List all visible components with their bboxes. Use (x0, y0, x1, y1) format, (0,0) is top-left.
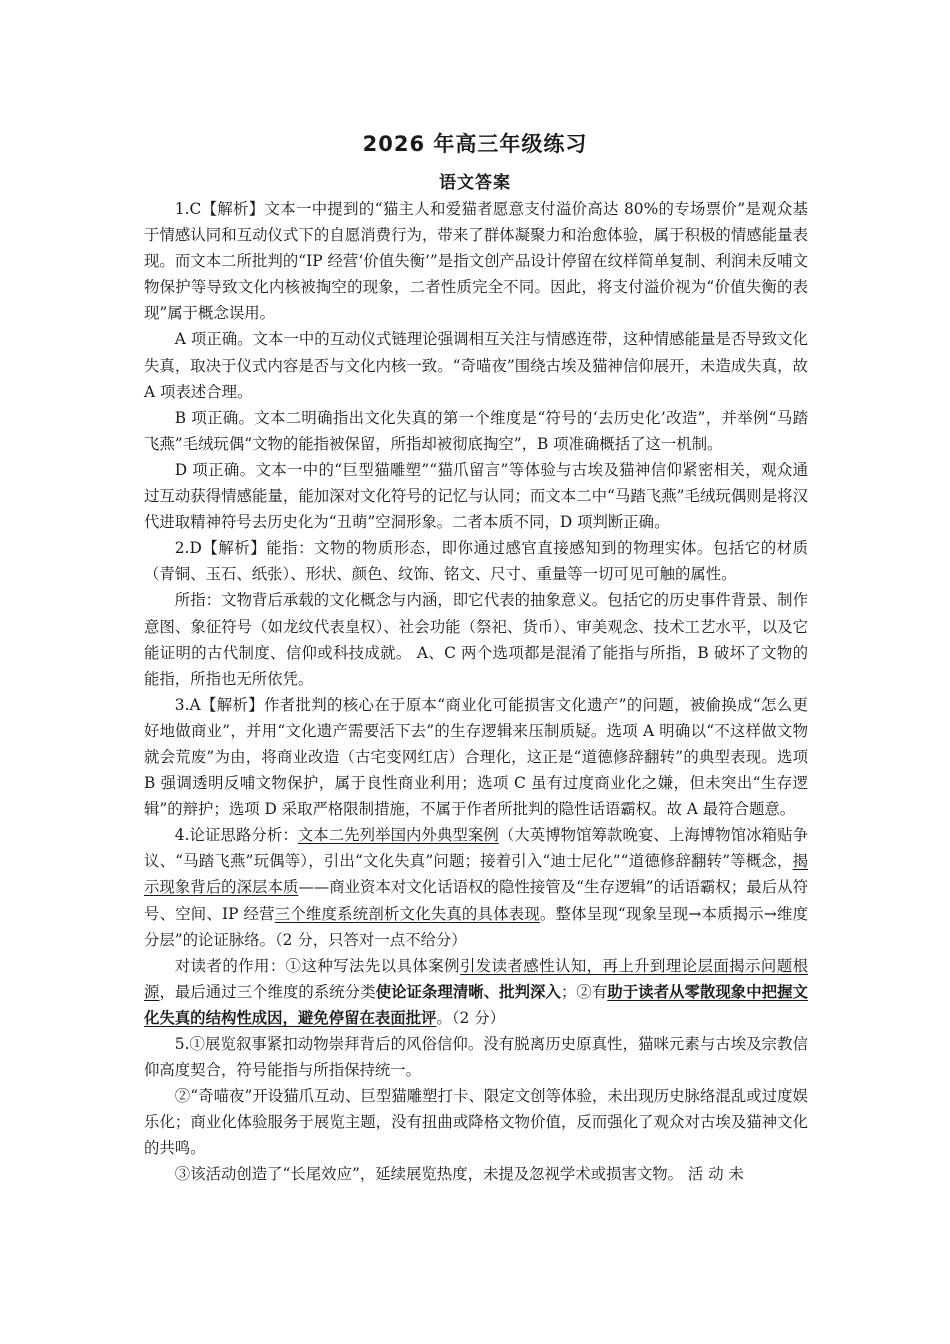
q4-effect-text-3: 。（2 分） (436, 1008, 505, 1027)
q4-text-3: 。整体呈现“现象呈现→本质揭示→维度分层”的论证脉络。（2 分，只答对一点不给分） (144, 904, 808, 949)
q4-key-point-2: 揭示现象背后的深层本质 (144, 852, 808, 897)
q3-analysis: 3.A【解析】作者批判的核心在于原本“商业化可能损害文化遗产”的问题，被偷换成“怎么更好地做商业”，并用“文化遗产需要活下去”的生存逻辑来压制质疑。选项 A 明确以“不这样做文物就会荒废”为由，将商业改造（古宅变网红店）合理化，这正是“道德修辞翻转”的典型表现。选项 B 强调透明反哺文物保护，属于良性商业利用；选项 C 虽有过度商业化之嫌，但未突出“生存逻辑”的辩护；选项 D 采取严格限制措施，不属于作者所批判的隐性话语霸权。故 A 最符合题意。 (144, 695, 808, 819)
q5-point-1: 5.①展览叙事紧扣动物崇拜背后的风俗信仰。没有脱离历史原真性，猫咪元素与古埃及宗教信仰高度契合，符号能指与所指保持统一。 (144, 1035, 808, 1080)
page-title: 2026 年高三年级练习 (362, 132, 588, 156)
q4-effect-text-1: ，最后通过三个维度的系统分类 (159, 982, 376, 1001)
q2-signified: 所指：文物背后承载的文化概念与内涵，即它代表的抽象意义。包括它的历史事件背景、制作意图、象征符号（如龙纹代表皇权）、社会功能（祭祀、货币）、审美观念、技术工艺水平，以及它能证明的古代制度、信仰或科技成就。 A、C 两个选项都是混淆了能指与所指，B 破坏了文物的能指，所指也无所依凭。 (144, 591, 808, 688)
q4-text-2: ——商业资本对文化话语权的隐性接管及“生存逻辑”的话语霸权；最后从符号、空间、IP 经营 (144, 878, 808, 923)
q4-argument-analysis (144, 822, 808, 952)
q5-point-3: ③该活动创造了“长尾效应”，延续展览热度，未提及忽视学术或损害文物。 活 动 未 (174, 1165, 744, 1184)
q1-option-b: B 项正确。文本二明确指出文化失真的第一个维度是“符号的‘去历史化’改造”，并举例“马踏飞燕”毛绒玩偶“文物的能指被保留，所指却被彻底掏空”，B 项准确概括了这一机制。 (144, 408, 808, 453)
q4-key-point-3: 三个维度系统剖析文化失真的具体表现 (274, 904, 540, 923)
q4-reader-effect (144, 953, 808, 1031)
q1-option-d: D 项正确。文本一中的“巨型猫雕塑”“猫爪留言”等体验与古埃及猫神信仰紧密相关，观众通过互动获得情感能量，能加深对文化符号的记忆与认同；而文本二中“马踏飞燕”毛绒玩偶则是将汉代进取精神符号去历史化为“丑萌”空洞形象。二者本质不同，D 项判断正确。 (144, 460, 808, 532)
q1-analysis: 1.C【解析】文本一中提到的“猫主人和爱猫者愿意支付溢价高达 80%的专场票价”是观众基于情感认同和互动仪式下的自愿消费行为，带来了群体凝聚力和治愈体验，属于积极的情感能量表现。而文本二所批判的“IP 经营‘价值失衡’”是指文创产品设计停留在纹样简单复制、利润未反哺文物保护等导致文化内核被掏空的现象，二者性质完全不同。因此，将支付溢价视为“价值失衡的表现”属于概念误用。 (144, 200, 808, 323)
q4-effect-lead: 对读者的作用：①这种写法先以具体案例 (174, 956, 460, 975)
q4-effect-point-3: 助于读者从零散现象中把握文化失真的结构性成因，避免停留在表面批评 (144, 982, 808, 1027)
q4-effect-point-2: 使论证条理清晰、批判深入 (375, 982, 561, 1001)
q4-effect-text-2: ；②有 (560, 982, 608, 1001)
answer-body (144, 196, 808, 1188)
q4-key-point-1: 文本二先列举国内外典型案例 (297, 826, 499, 845)
q2-signifier: 2.D【解析】能指：文物的物质形态，即你通过感官直接感知到的物理实体。包括它的材质（青铜、玉石、纸张）、形状、颜色、纹饰、铭文、尺寸、重量等一切可见可触的属性。 (144, 539, 808, 584)
q4-effect-point-1: 引发读者感性认知，再上升到理论层面揭示问题根源 (144, 956, 808, 1001)
page-subtitle: 语文答案 (439, 173, 511, 193)
q4-lead: 4.论证思路分析： (174, 826, 298, 845)
q1-option-a: A 项正确。文本一中的互动仪式链理论强调相互关注与情感连带，这种情感能量是否导致文化失真，取决于仪式内容是否与文化内核一致。“奇喵夜”围绕古埃及猫神信仰展开，未造成失真，故 A 项表述合理。 (144, 330, 808, 401)
q5-point-2: ②“奇喵夜”开设猫爪互动、巨型猫雕塑打卡、限定文创等体验，未出现历史脉络混乱或过度娱乐化；商业化体验服务于展览主题，没有扭曲或降格文物价值，反而强化了观众对古埃及猫神文化的共鸣。 (144, 1087, 808, 1158)
q4-text-1: （大英博物馆筹款晚宴、上海博物馆冰箱贴争议、“马踏飞燕”玩偶等），引出“文化失真”问题；接着引入“迪士尼化”“道德修辞翻转”等概念， (144, 826, 808, 871)
